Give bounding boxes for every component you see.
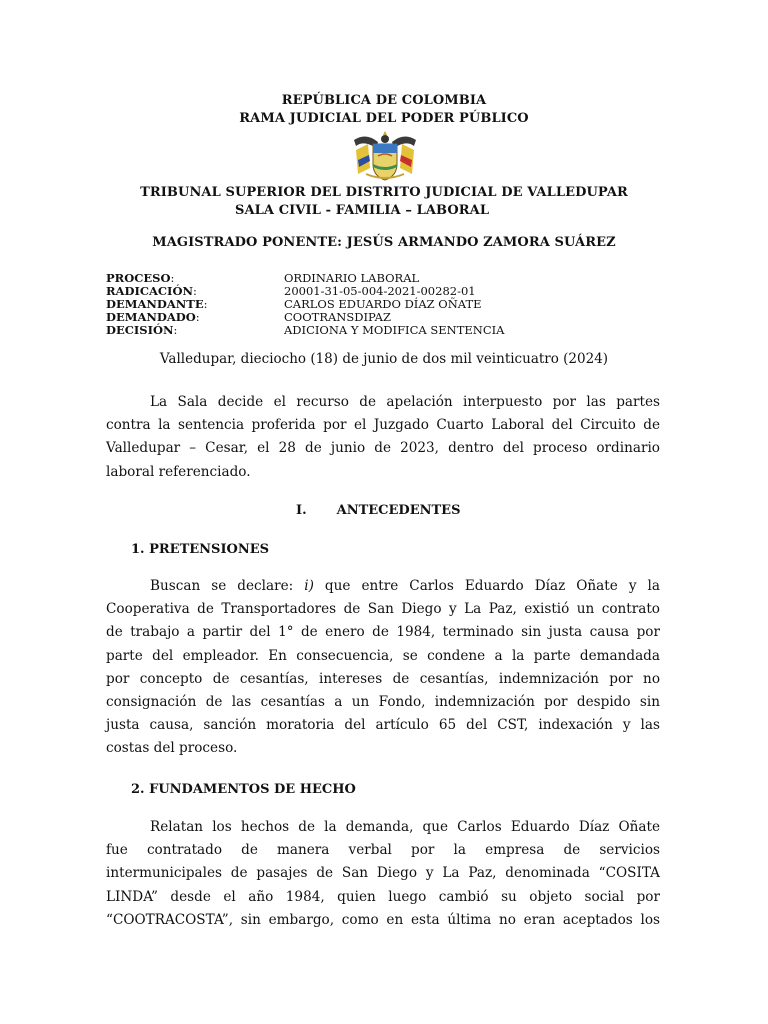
sala-name: SALA CIVIL - FAMILIA – LABORAL xyxy=(235,203,490,218)
header-country: REPÚBLICA DE COLOMBIA xyxy=(281,93,487,108)
hechos-line: LINDA” desde el año 1984, quien luego cambió su objeto social por xyxy=(106,888,660,905)
intro-line: Valledupar – Cesar, el 28 de junio de 2023, dentro del proceso ordinario xyxy=(106,440,660,457)
italic-run: i) xyxy=(304,578,314,594)
magistrado-ponente: MAGISTRADO PONENTE: JESÚS ARMANDO ZAMORA SUÁREZ xyxy=(152,235,616,250)
case-info-key: PROCESO xyxy=(106,271,171,285)
pretensiones-line: consignación de las cesantías a un Fondo, indemnización por despido sin xyxy=(106,694,660,711)
hechos-line: “COOTRACOSTA”, sin embargo, como en esta última no eran aceptados los xyxy=(106,911,660,928)
case-info-row: PROCESO: ORDINARIO LABORAL xyxy=(106,271,420,285)
pretensiones-line: de trabajo a partir del 1° de enero de 1984, terminado sin justa causa por xyxy=(106,624,660,641)
case-info-value: COOTRANSDIPAZ xyxy=(284,310,391,324)
colombia-coat-of-arms-icon xyxy=(348,130,422,182)
pretensiones-line xyxy=(106,575,660,598)
case-info-key: DEMANDANTE xyxy=(106,297,204,311)
intro-paragraph xyxy=(106,391,660,484)
intro-line: contra la sentencia proferida por el Juzgado Cuarto Laboral del Circuito de xyxy=(106,417,660,434)
intro-line: La Sala decide el recurso de apelación interpuesto por las partes xyxy=(150,394,660,410)
pretensiones-line: Cooperativa de Transportadores de San Diego y La Paz, existió un contrato xyxy=(106,601,660,618)
pretensiones-line: por concepto de cesantías, intereses de cesantías, indemnización por no xyxy=(106,670,660,687)
pretensiones-paragraph xyxy=(106,575,660,761)
hechos-paragraph xyxy=(106,816,660,932)
case-info-key: DECISIÓN xyxy=(106,323,174,337)
section-i-heading xyxy=(296,503,460,518)
case-info-value: ORDINARIO LABORAL xyxy=(284,271,420,285)
pretensiones-line: justa causa, sanción moratoria del artículo 65 del CST, indexación y las xyxy=(106,717,660,734)
case-info-row: DEMANDANTE: CARLOS EDUARDO DÍAZ OÑATE xyxy=(106,297,482,311)
hechos-line: Relatan los hechos de la demanda, que Carlos Eduardo Díaz Oñate xyxy=(150,819,660,835)
case-info-row: DECISIÓN: ADICIONA Y MODIFICA SENTENCIA xyxy=(106,323,505,337)
subsection-fundamentos: 2. FUNDAMENTOS DE HECHO xyxy=(131,782,356,797)
hechos-line: intermunicipales de pasajes de San Diego y La Paz, denominada “COSITA xyxy=(106,865,660,882)
text-run: que entre Carlos Eduardo Díaz Oñate y la xyxy=(313,578,660,594)
header-branch: RAMA JUDICIAL DEL PODER PÚBLICO xyxy=(239,111,529,126)
case-info-value: ADICIONA Y MODIFICA SENTENCIA xyxy=(284,323,505,337)
intro-line: laboral referenciado. xyxy=(106,463,251,480)
pretensiones-line: parte del empleador. En consecuencia, se condene a la parte demandada xyxy=(106,647,660,664)
subsection-pretensiones: 1. PRETENSIONES xyxy=(131,542,270,557)
pretensiones-line: costas del proceso. xyxy=(106,740,238,757)
case-info-table xyxy=(106,272,504,337)
case-info-row: RADICACIÓN: 20001-31-05-004-2021-00282-01 xyxy=(106,284,476,298)
section-title: ANTECEDENTES xyxy=(336,503,461,518)
case-info-value: 20001-31-05-004-2021-00282-01 xyxy=(284,284,476,298)
date-line: Valledupar, dieciocho (18) de junio de dos mil veinticuatro (2024) xyxy=(159,351,609,367)
hechos-line: fue contratado de manera verbal por la empresa de servicios xyxy=(106,842,660,859)
case-info-value: CARLOS EDUARDO DÍAZ OÑATE xyxy=(284,297,482,311)
tribunal-name: TRIBUNAL SUPERIOR DEL DISTRITO JUDICIAL DE VALLEDUPAR xyxy=(140,185,628,200)
section-number: I. xyxy=(296,503,307,518)
text-run: Buscan se declare: xyxy=(150,578,305,594)
case-info-row: DEMANDADO: COOTRANSDIPAZ xyxy=(106,310,391,324)
case-info-key: RADICACIÓN xyxy=(106,284,193,298)
case-info-key: DEMANDADO xyxy=(106,310,196,324)
